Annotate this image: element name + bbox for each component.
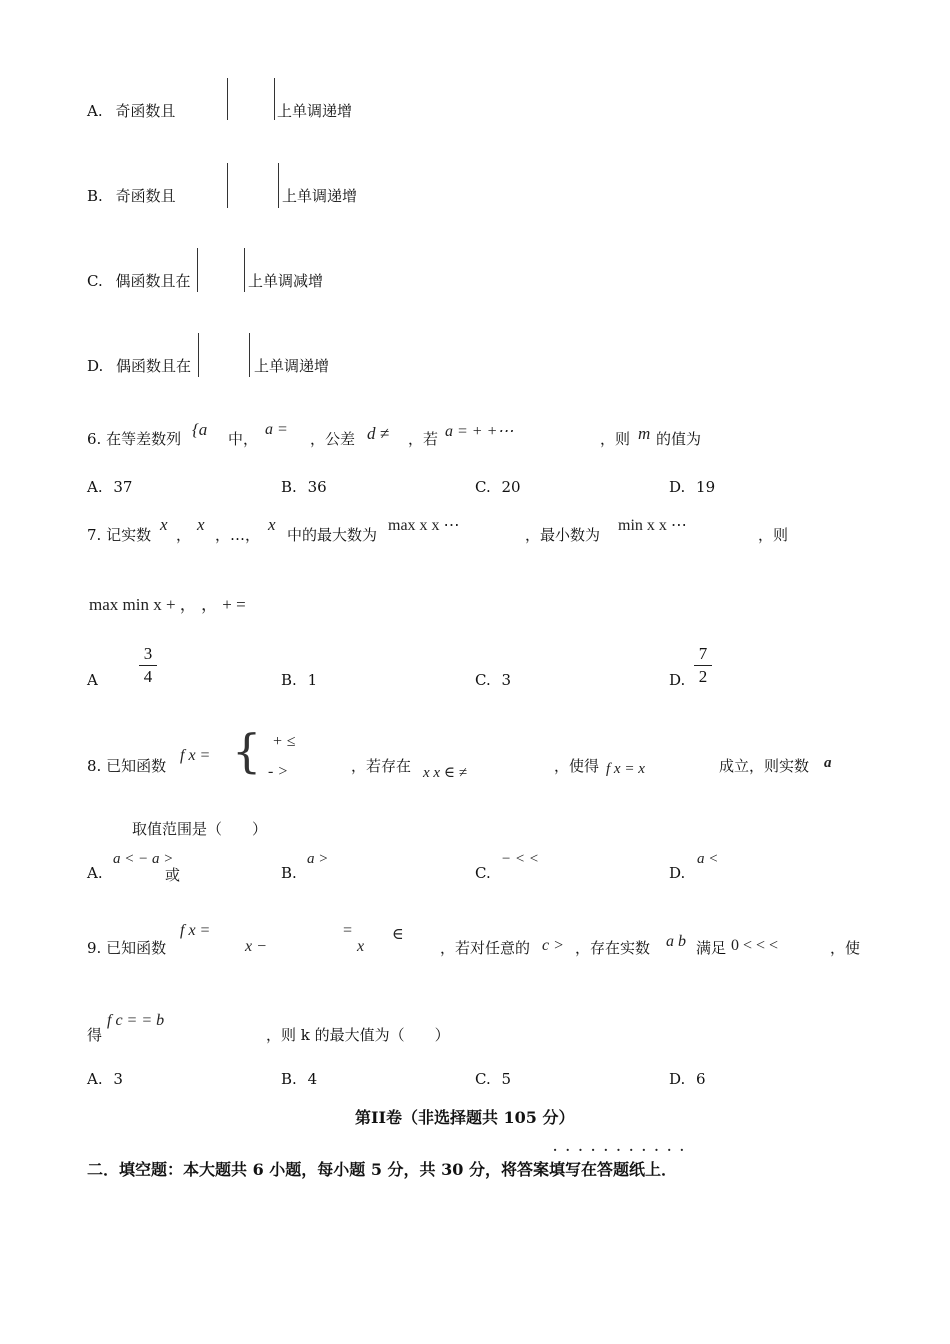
option-value: 3: [113, 1070, 123, 1088]
q8-prefix: 8. 已知函数: [87, 757, 167, 775]
q9-c: c >: [542, 937, 564, 954]
q9-option-c: [475, 1070, 511, 1088]
option-value: 4: [307, 1070, 318, 1088]
q9-option-a: [87, 1070, 123, 1088]
q7-line2: max min x + ， ， + =: [89, 595, 246, 614]
option-value: 19: [696, 478, 716, 496]
q7-x1: x: [160, 515, 168, 534]
q9-exist: ，存在实数: [575, 939, 651, 957]
q5-option-a: [87, 100, 175, 121]
option-label: C.: [475, 478, 491, 496]
q8-line2: 取值范围是（ ）: [132, 820, 268, 838]
option-label: C.: [475, 671, 491, 689]
q6-prefix: 6. 在等差数列: [87, 430, 182, 448]
option-text: 偶函数且在: [115, 272, 191, 290]
q9-fx: f x =: [180, 922, 211, 939]
q6-option-d: [669, 478, 715, 496]
fraction-denominator: 4: [143, 667, 153, 686]
q9-line2-prefix: 得: [87, 1026, 103, 1044]
q9-make: ，使: [830, 939, 861, 957]
option-text: 偶函数且在: [116, 357, 192, 375]
q6-option-a: [87, 478, 132, 496]
heading-text: 二．填空题：本大题共 6 小题，每小题 5 分，共 30 分，: [87, 1160, 501, 1179]
option-value: 20: [501, 478, 521, 496]
q8-option-b-label: B.: [281, 864, 297, 882]
fraction-bar: [694, 665, 712, 666]
q8-tail: 成立，则实数: [719, 757, 810, 775]
q8-a: a: [824, 755, 832, 771]
q8-fx2: f x = x: [606, 761, 645, 777]
q6-option-b: [281, 478, 327, 496]
q7-option-b: [281, 671, 317, 689]
interval-bracket: [197, 248, 245, 292]
option-value: 3: [501, 671, 512, 689]
q7-min-expr: min x x ⋯: [618, 517, 687, 534]
q6-sum: a = + +⋯: [445, 423, 514, 440]
option-value: 5: [501, 1070, 512, 1088]
q8-make: ，使得: [554, 757, 600, 775]
q9-cond: 满足: [696, 939, 727, 957]
q6-tail: 的值为: [656, 430, 702, 448]
option-label: B.: [281, 1070, 297, 1088]
q9-ineq: 0 < < <: [731, 937, 779, 954]
q9-option-b: [281, 1070, 317, 1088]
q5-option-b-tail: 上单调递增: [282, 187, 358, 205]
fraction-numerator: 3: [143, 644, 153, 663]
option-label: C.: [475, 1070, 491, 1088]
q6-a-eq: a =: [265, 421, 288, 438]
q7-x3: x: [268, 515, 276, 534]
q8-option-d-label: D.: [669, 864, 686, 882]
q9-ab: a b: [666, 933, 686, 950]
q7-option-d-label: D.: [669, 671, 686, 689]
q6-seq: {a: [192, 420, 208, 439]
q6-option-c: [475, 478, 521, 496]
q7-option-d-fraction: [694, 644, 712, 687]
q5-option-d-tail: 上单调递增: [254, 357, 330, 375]
option-label: B.: [281, 478, 297, 496]
q5-option-b: [87, 185, 176, 206]
q9-line2-tail: ，则 k 的最大值为（ ）: [266, 1026, 450, 1044]
section-title: 第II卷（非选择题共 105 分）: [355, 1108, 575, 1127]
option-text: 奇函数且: [115, 102, 176, 120]
option-label: D.: [669, 1070, 686, 1088]
q5-option-d: [87, 355, 191, 376]
interval-bracket: [198, 333, 250, 377]
q5-option-c-tail: 上单调减增: [248, 272, 324, 290]
q6-if: ，若: [408, 430, 439, 448]
q5-option-c: [87, 270, 191, 291]
q7-mid: 中的最大数为: [287, 526, 378, 544]
q8-piecewise-brace: {: [232, 724, 262, 778]
option-value: 1: [307, 671, 318, 689]
option-label: C.: [87, 272, 103, 290]
q8-case-1: + ≤: [272, 733, 296, 750]
q6-m: m: [638, 424, 651, 443]
q7-x2: x: [197, 515, 205, 534]
q6-stem: [87, 428, 181, 449]
q8-option-a-expr: a < − a >: [113, 851, 174, 867]
interval-bracket: [227, 78, 275, 120]
q8-case-2: - >: [268, 763, 289, 780]
q9-if: ，若对任意的: [440, 939, 531, 957]
q8-option-c-expr: − < <: [501, 851, 539, 867]
q6-then: ，则: [600, 430, 631, 448]
q7-min-label: ，最小数为: [525, 526, 601, 544]
option-label: D.: [669, 478, 686, 496]
option-label: D.: [87, 357, 104, 375]
q8-exists: ，若存在: [351, 757, 412, 775]
option-label: A.: [87, 102, 103, 120]
q9-prefix: 9. 已知函数: [87, 939, 167, 957]
fraction-bar: [139, 665, 157, 666]
q9-line2-expr: f c = = b: [107, 1012, 165, 1029]
fraction-denominator: 2: [698, 667, 708, 686]
q8-option-b-expr: a >: [307, 851, 329, 867]
q7-comma2: ，…，: [215, 526, 261, 544]
q7-option-c: [475, 671, 511, 689]
section-heading: [87, 1157, 677, 1180]
q8-option-d-expr: a <: [697, 851, 719, 867]
q9-x-minus: x −: [245, 938, 267, 955]
interval-bracket: [227, 163, 279, 208]
q6-d-ne: d ≠: [367, 424, 390, 443]
heading-end: ．: [660, 1160, 677, 1179]
q8-option-a-label: A.: [87, 864, 103, 882]
option-label: B.: [87, 187, 103, 205]
option-value: 6: [696, 1070, 706, 1088]
q8-option-a-or: 或: [165, 866, 181, 884]
q8-fx: f x =: [180, 747, 211, 764]
q9-in: ∈: [392, 926, 404, 943]
emphasis-dots: ...........: [553, 1140, 693, 1154]
q6-mid: 中，: [228, 430, 259, 448]
heading-emphasis: 将答案填写在答题纸上: [500, 1160, 661, 1179]
q7-prefix: 7. 记实数: [87, 526, 152, 544]
fraction-numerator: 7: [698, 644, 708, 663]
q5-option-a-tail: 上单调递增: [277, 102, 353, 120]
q8-option-c-label: C.: [475, 864, 491, 882]
q7-then: ，则: [758, 526, 789, 544]
q7-option-a-fraction: [139, 644, 157, 687]
q7-option-a-label: A: [87, 671, 98, 689]
option-label: A.: [87, 1070, 103, 1088]
q9-option-d: [669, 1070, 706, 1088]
q9-eq: =: [342, 922, 353, 939]
q7-max-expr: max x x ⋯: [388, 517, 460, 534]
q6-diff: ，公差: [310, 430, 356, 448]
option-label: A.: [87, 478, 103, 496]
q8-xs: x x ∈ ≠: [423, 765, 467, 781]
option-text: 奇函数且: [115, 187, 176, 205]
q9-x: x: [357, 938, 365, 955]
option-label: B.: [281, 671, 297, 689]
option-value: 37: [113, 478, 133, 496]
q7-comma1: ，: [176, 526, 192, 544]
option-value: 36: [307, 478, 327, 496]
